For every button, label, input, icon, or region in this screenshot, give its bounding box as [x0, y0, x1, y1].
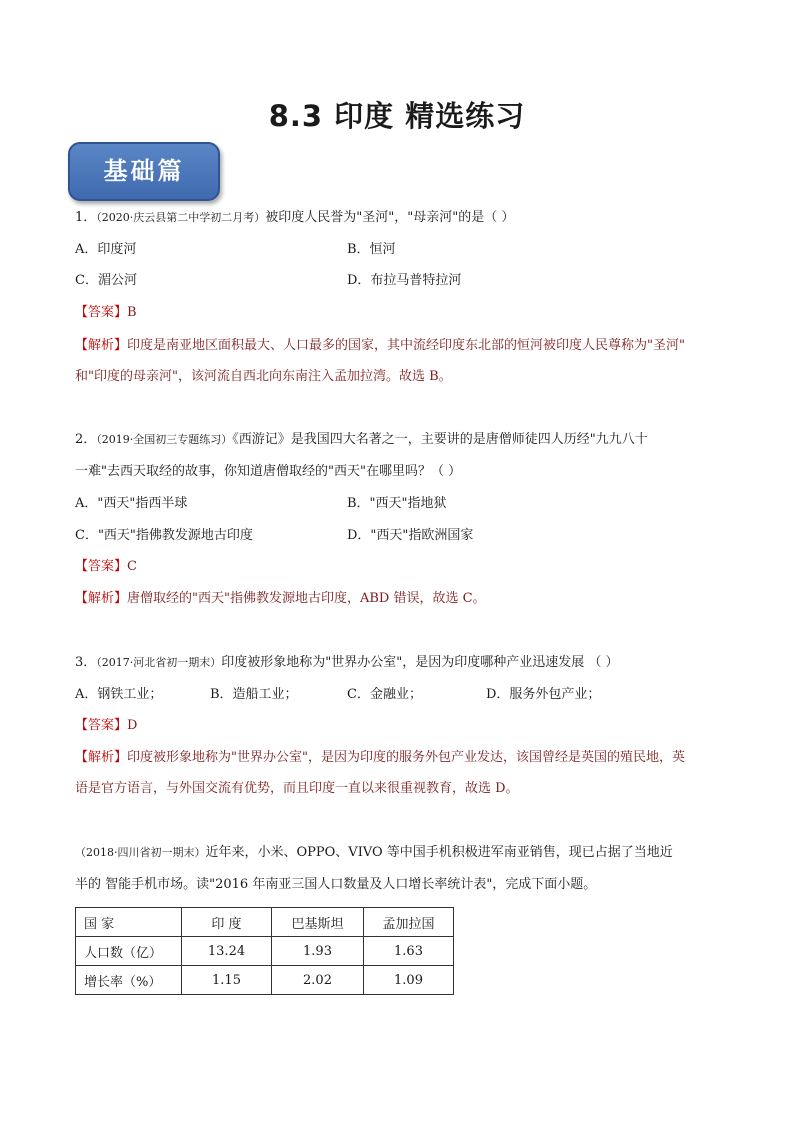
question-3-stem: 3．（2017·河北省初一期末）印度被形象地称为"世界办公室"，是因为印度哪种产业迅速发展 （ ） [75, 655, 619, 670]
table-row [76, 937, 454, 966]
q1-option-b: B．恒河 [347, 242, 396, 257]
q3-option-c: C．金融业； [347, 687, 422, 702]
table-cell: 增长率（%） [76, 966, 182, 995]
section-badge: 基础篇 [68, 142, 220, 201]
population-table [75, 907, 454, 995]
table-cell: 2.02 [272, 966, 364, 995]
q3-answer: 【答案】D [75, 718, 138, 733]
table-header-cell: 国 家 [76, 908, 182, 937]
question-2-stem: 2．（2019·全国初三专题练习）《西游记》是我国四大名著之一，主要讲的是唐僧师徒四人历经"九九八十 [75, 432, 648, 447]
q1-option-c: C．湄公河 [75, 273, 137, 288]
q2-option-d: D．"西天"指欧洲国家 [347, 528, 474, 543]
q2-answer: 【答案】C [75, 559, 137, 574]
question-4-stem: （2018·四川省初一期末）近年来，小米、OPPO、VIVO 等中国手机积极进军南亚销售，现已占据了当地近 [75, 845, 673, 860]
question-4-source: （2018·四川省初一期末） [75, 846, 206, 859]
q2-option-a: A．"西天"指西半球 [75, 496, 188, 511]
table-row [76, 966, 454, 995]
q1-explanation: 【解析】印度是南亚地区面积最大、人口最多的国家，其中流经印度东北部的恒河被印度人民尊称为"圣河" [75, 338, 685, 353]
q2-option-b: B．"西天"指地狱 [347, 496, 447, 511]
table-header-row [76, 908, 454, 937]
q3-explanation-cont: 语是官方语言，与外国交流有优势，而且印度一直以来很重视教育，故选 D。 [75, 781, 519, 796]
q3-option-a: A．钢铁工业； [75, 687, 163, 702]
table-cell: 13.24 [182, 937, 272, 966]
q3-option-d: D．服务外包产业； [486, 687, 601, 702]
q3-explanation: 【解析】印度被形象地称为"世界办公室"，是因为印度的服务外包产业发达，该国曾经是英国的殖民地，英 [75, 750, 685, 765]
table-header-cell: 印 度 [182, 908, 272, 937]
q1-explanation-cont: 和"印度的母亲河"，该河流自西北向东南注入孟加拉湾。故选 B。 [75, 369, 452, 384]
question-1-source: （2020·庆云县第二中学初二月考） [96, 211, 266, 224]
table-cell: 1.15 [182, 966, 272, 995]
q1-option-d: D．布拉马普特拉河 [347, 273, 462, 288]
question-1-stem: 1．（2020·庆云县第二中学初二月考）被印度人民誉为"圣河"，"母亲河"的是（ ） [75, 210, 515, 225]
question-3-source: （2017·河北省初一期末） [96, 656, 222, 669]
table-cell: 1.93 [272, 937, 364, 966]
table-cell: 人口数（亿） [76, 937, 182, 966]
question-2-source: （2019·全国初三专题练习） [96, 433, 233, 446]
table-header-cell: 巴基斯坦 [272, 908, 364, 937]
q2-explanation: 【解析】唐僧取经的"西天"指佛教发源地古印度，ABD 错误，故选 C。 [75, 591, 486, 606]
q1-option-a: A．印度河 [75, 242, 137, 257]
page-title: 8.3 印度 精选练习 [268, 99, 526, 133]
q2-option-c: C．"西天"指佛教发源地古印度 [75, 528, 253, 543]
question-4-stem-cont: 半的 智能手机市场。读"2016 年南亚三国人口数量及人口增长率统计表"，完成下面小题。 [75, 877, 597, 892]
table-cell: 1.09 [364, 966, 454, 995]
table-cell: 1.63 [364, 937, 454, 966]
q3-option-b: B．造船工业； [210, 687, 298, 702]
table-header-cell: 孟加拉国 [364, 908, 454, 937]
q1-answer: 【答案】B [75, 305, 137, 320]
question-2-stem-cont: 一难"去西天取经的故事，你知道唐僧取经的"西天"在哪里吗？（ ） [75, 464, 462, 479]
